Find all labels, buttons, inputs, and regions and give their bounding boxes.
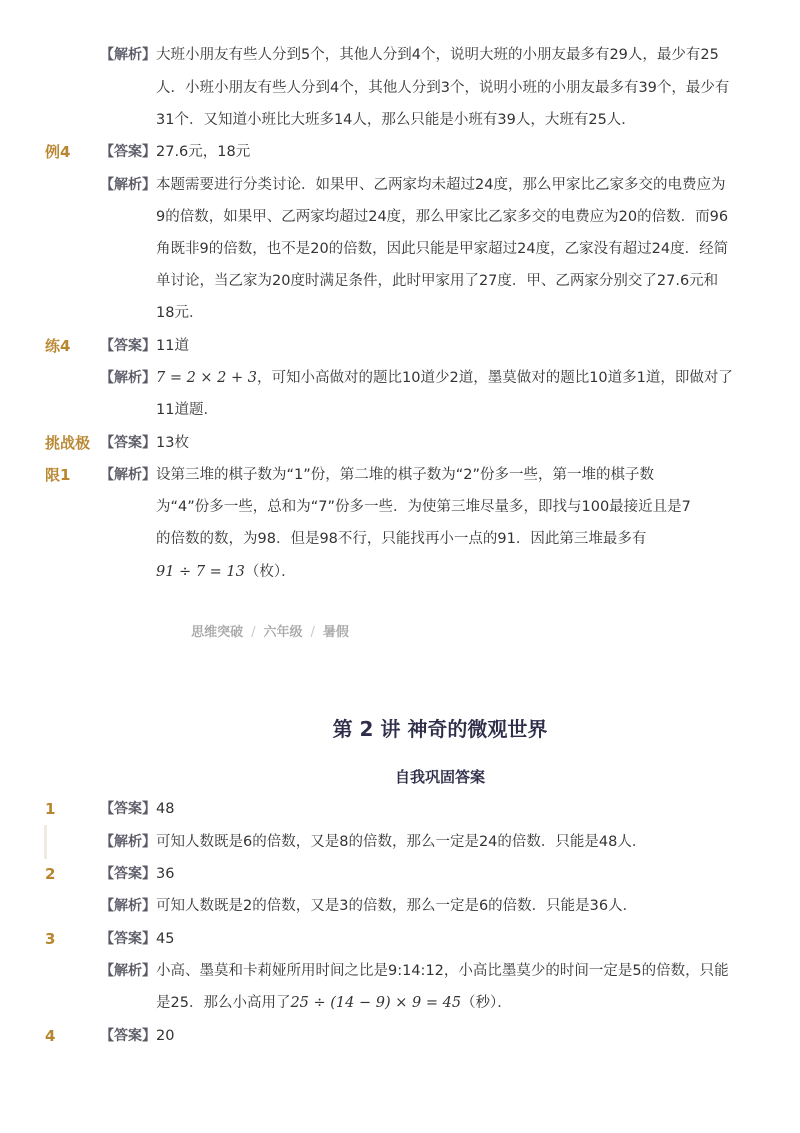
analysis-text: 可知人数既是6的倍数，又是8的倍数，那么一定是24的倍数．只能是48人． bbox=[156, 834, 647, 850]
analysis-text: 9的倍数，如果甲、乙两家均超过24度，那么甲家比乙家多交的电费应为20的倍数．而96 bbox=[156, 209, 729, 225]
answer-tag: 【答案】 bbox=[100, 931, 156, 947]
analysis-text: 本题需要进行分类讨论．如果甲、乙两家均未超过24度，那么甲家比乙家多交的电费应为 bbox=[156, 177, 726, 193]
footer-term: 暑假 bbox=[322, 625, 349, 640]
page-footer bbox=[0, 621, 540, 640]
question-4-number: 4 bbox=[45, 1027, 56, 1045]
answer-tag: 【答案】 bbox=[100, 338, 156, 354]
analysis-text-pre: 是25．那么小高用了 bbox=[156, 995, 291, 1011]
analysis-text-rest: （秒）． bbox=[461, 995, 512, 1011]
analysis-text: 人．小班小朋友有些人分到4个，其他人分到3个，说明小班的小朋友最多有39个，最少有 bbox=[156, 80, 730, 96]
answer-tag: 【答案】 bbox=[100, 1028, 156, 1044]
analysis-tag: 【解析】 bbox=[100, 834, 156, 850]
analysis-text: 大班小朋友有些人分到5个，其他人分到4个，说明大班的小朋友最多有29人，最少有25 bbox=[156, 47, 719, 63]
analysis-text: 为“4”份多一些，总和为“7”份多一些．为使第三堆尽量多，即找与100最接近且是7 bbox=[156, 499, 691, 515]
analysis-tag: 【解析】 bbox=[100, 47, 156, 63]
footer-book: 思维突破 bbox=[191, 625, 244, 640]
analysis-text-rest: ，可知小高做对的题比10道少2道，墨莫做对的题比10道多1道，即做对了 bbox=[257, 370, 733, 386]
question-1-number: 1 bbox=[45, 800, 56, 818]
answer-text: 45 bbox=[156, 931, 175, 947]
answer-text: 27.6元，18元 bbox=[156, 144, 251, 160]
analysis-text bbox=[156, 993, 512, 1013]
analysis-tag: 【解析】 bbox=[100, 963, 156, 979]
analysis-text: 设第三堆的棋子数为“1”份，第二堆的棋子数为“2”份多一些，第一堆的棋子数 bbox=[156, 467, 654, 483]
question-3-number: 3 bbox=[45, 930, 56, 948]
section-subtitle: 自我巩固答案 bbox=[394, 768, 485, 786]
answer-tag: 【答案】 bbox=[100, 435, 156, 451]
answer-text: 48 bbox=[156, 801, 175, 817]
analysis-text bbox=[156, 368, 733, 388]
answer-tag: 【答案】 bbox=[100, 144, 156, 160]
challenge-label-line2: 限1 bbox=[45, 466, 71, 484]
footer-separator: / bbox=[310, 625, 315, 640]
question-2-number: 2 bbox=[45, 865, 56, 883]
analysis-text: 31个．又知道小班比大班多14人，那么只能是小班有39人，大班有25人． bbox=[156, 112, 636, 128]
answer-text: 20 bbox=[156, 1028, 175, 1044]
analysis-tag: 【解析】 bbox=[100, 177, 156, 193]
lesson-title: 第 2 讲 神奇的微观世界 bbox=[332, 717, 548, 741]
answer-text: 11道 bbox=[156, 338, 189, 354]
analysis-tag: 【解析】 bbox=[100, 370, 156, 386]
challenge-label: 挑战极 bbox=[45, 434, 91, 452]
math-expression: 25 ÷ (14 − 9) × 9 = 45 bbox=[290, 995, 462, 1011]
footer-grade: 六年级 bbox=[263, 625, 303, 640]
math-expression: 91 ÷ 7 = 13 bbox=[156, 564, 245, 580]
answer-tag: 【答案】 bbox=[100, 801, 156, 817]
math-expression: 7 = 2 × 2 + 3 bbox=[156, 370, 258, 386]
analysis-text: 可知人数既是2的倍数，又是3的倍数，那么一定是6的倍数．只能是36人． bbox=[156, 898, 638, 914]
example-4-label: 例4 bbox=[45, 143, 71, 161]
footer-separator: / bbox=[251, 625, 256, 640]
analysis-text bbox=[156, 562, 296, 582]
analysis-text: 18元． bbox=[156, 305, 204, 321]
practice-4-label: 练4 bbox=[45, 337, 71, 355]
analysis-text: 11道题． bbox=[156, 402, 218, 418]
analysis-tag: 【解析】 bbox=[100, 467, 156, 483]
analysis-text: 角既非9的倍数，也不是20的倍数，因此只能是甲家超过24度，乙家没有超过24度．经简 bbox=[156, 241, 729, 257]
answer-tag: 【答案】 bbox=[100, 866, 156, 882]
answer-text: 36 bbox=[156, 866, 175, 882]
analysis-text-rest: （枚）． bbox=[244, 564, 296, 580]
answer-text: 13枚 bbox=[156, 435, 189, 451]
analysis-text: 的倍数的数，为98．但是98不行，只能找再小一点的91．因此第三堆最多有 bbox=[156, 531, 647, 547]
analysis-text: 小高、墨莫和卡莉娅所用时间之比是9:14:12，小高比墨莫少的时间一定是5的倍数，只能 bbox=[156, 963, 729, 979]
divider bbox=[44, 825, 47, 859]
analysis-text: 单讨论，当乙家为20度时满足条件，此时甲家用了27度．甲、乙两家分别交了27.6元和 bbox=[156, 273, 719, 289]
analysis-tag: 【解析】 bbox=[100, 898, 156, 914]
